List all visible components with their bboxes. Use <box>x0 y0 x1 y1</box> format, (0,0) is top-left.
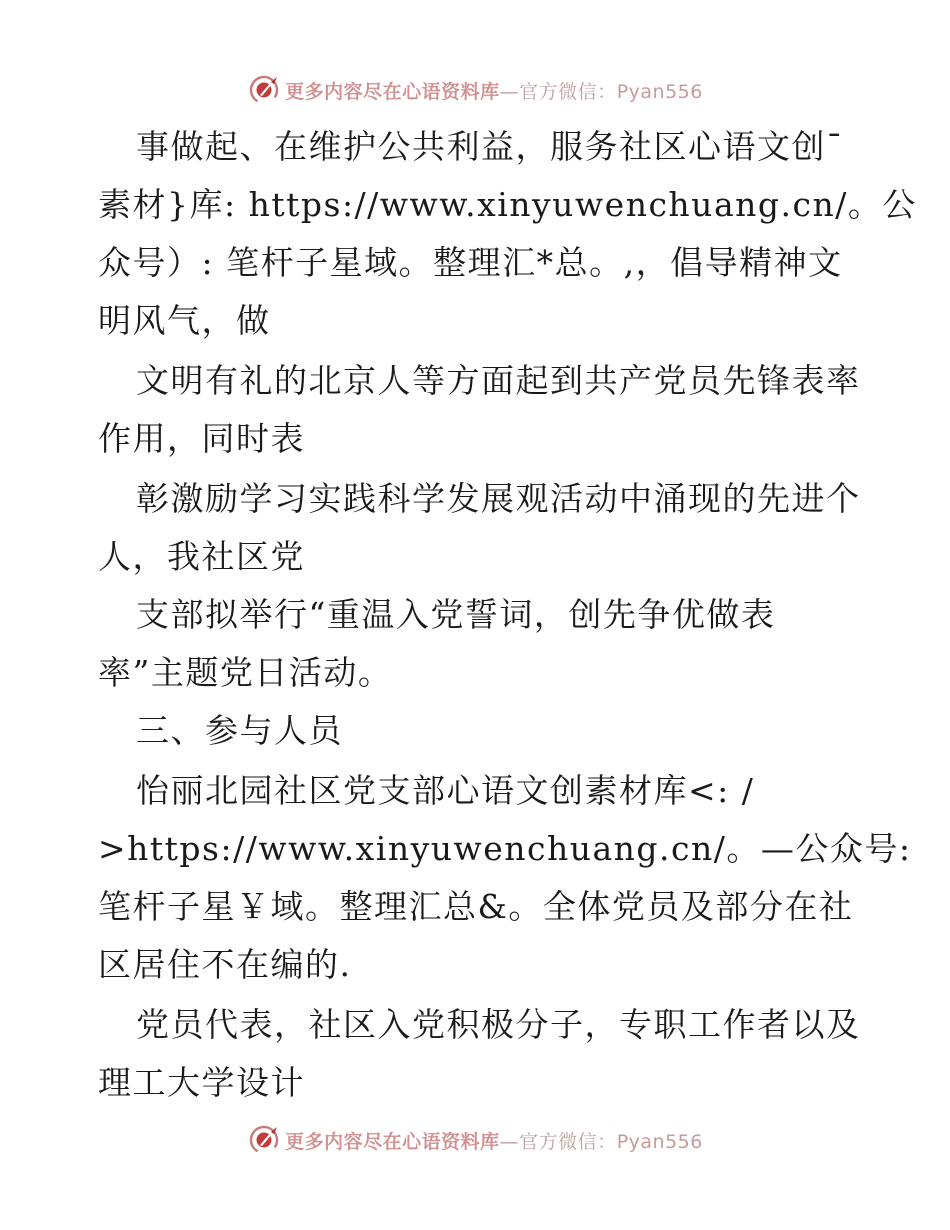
watermark-wechat-id: Pyan556 <box>616 1130 703 1153</box>
body-line: 文明有礼的北京人等方面起到共产党员先锋表率 <box>136 361 861 400</box>
footer-watermark <box>0 1120 950 1160</box>
watermark-official-label: 官方微信： <box>519 80 617 103</box>
body-line: 明风气，做 <box>98 301 271 340</box>
watermark-separator: — <box>499 1130 520 1153</box>
watermark-separator: — <box>499 80 520 103</box>
body-line: 区居住不在编的. <box>98 945 352 984</box>
body-line: 党员代表，社区入党积极分子，专职工作者以及 <box>136 1005 861 1044</box>
body-line: 人，我社区党 <box>98 537 305 576</box>
body-line: 作用，同时表 <box>98 419 305 458</box>
watermark-text <box>285 77 703 104</box>
body-line: >https://www.xinyuwenchuang.cn/。—公众号: <box>98 829 912 868</box>
watermark-main-text: 更多内容尽在心语资料库 <box>285 80 500 103</box>
body-line: 事做起、在维护公共利益，服务社区心语文创¯ <box>136 127 844 166</box>
body-line: 笔杆子星￥域。整理汇总&。全体党员及部分在社 <box>98 887 854 926</box>
watermark-text <box>285 1127 703 1154</box>
body-line: 彰激励学习实践科学发展观活动中涌现的先进个 <box>136 479 861 518</box>
body-line: 众号）: 笔杆子星域。整理汇*总。,，倡导精神文 <box>98 243 843 282</box>
watermark-main-text: 更多内容尽在心语资料库 <box>285 1130 500 1153</box>
body-line: 支部拟举行“重温入党誓词，创先争优做表 <box>136 595 776 634</box>
watermark-official-label: 官方微信： <box>519 1130 617 1153</box>
body-line: 素材}库: https://www.xinyuwenchuang.cn/。公 <box>98 185 917 224</box>
body-line: 理工大学设计 <box>98 1063 305 1102</box>
body-line: 三、参与人员 <box>136 711 343 750</box>
feather-circle-logo-icon <box>247 1123 281 1157</box>
body-line: 怡丽北园社区党支部心语文创素材库<: / <box>136 771 755 810</box>
body-line: 率”主题党日活动。 <box>98 653 393 692</box>
watermark-wechat-id: Pyan556 <box>616 80 703 103</box>
header-watermark <box>0 70 950 110</box>
feather-circle-logo-icon <box>247 73 281 107</box>
